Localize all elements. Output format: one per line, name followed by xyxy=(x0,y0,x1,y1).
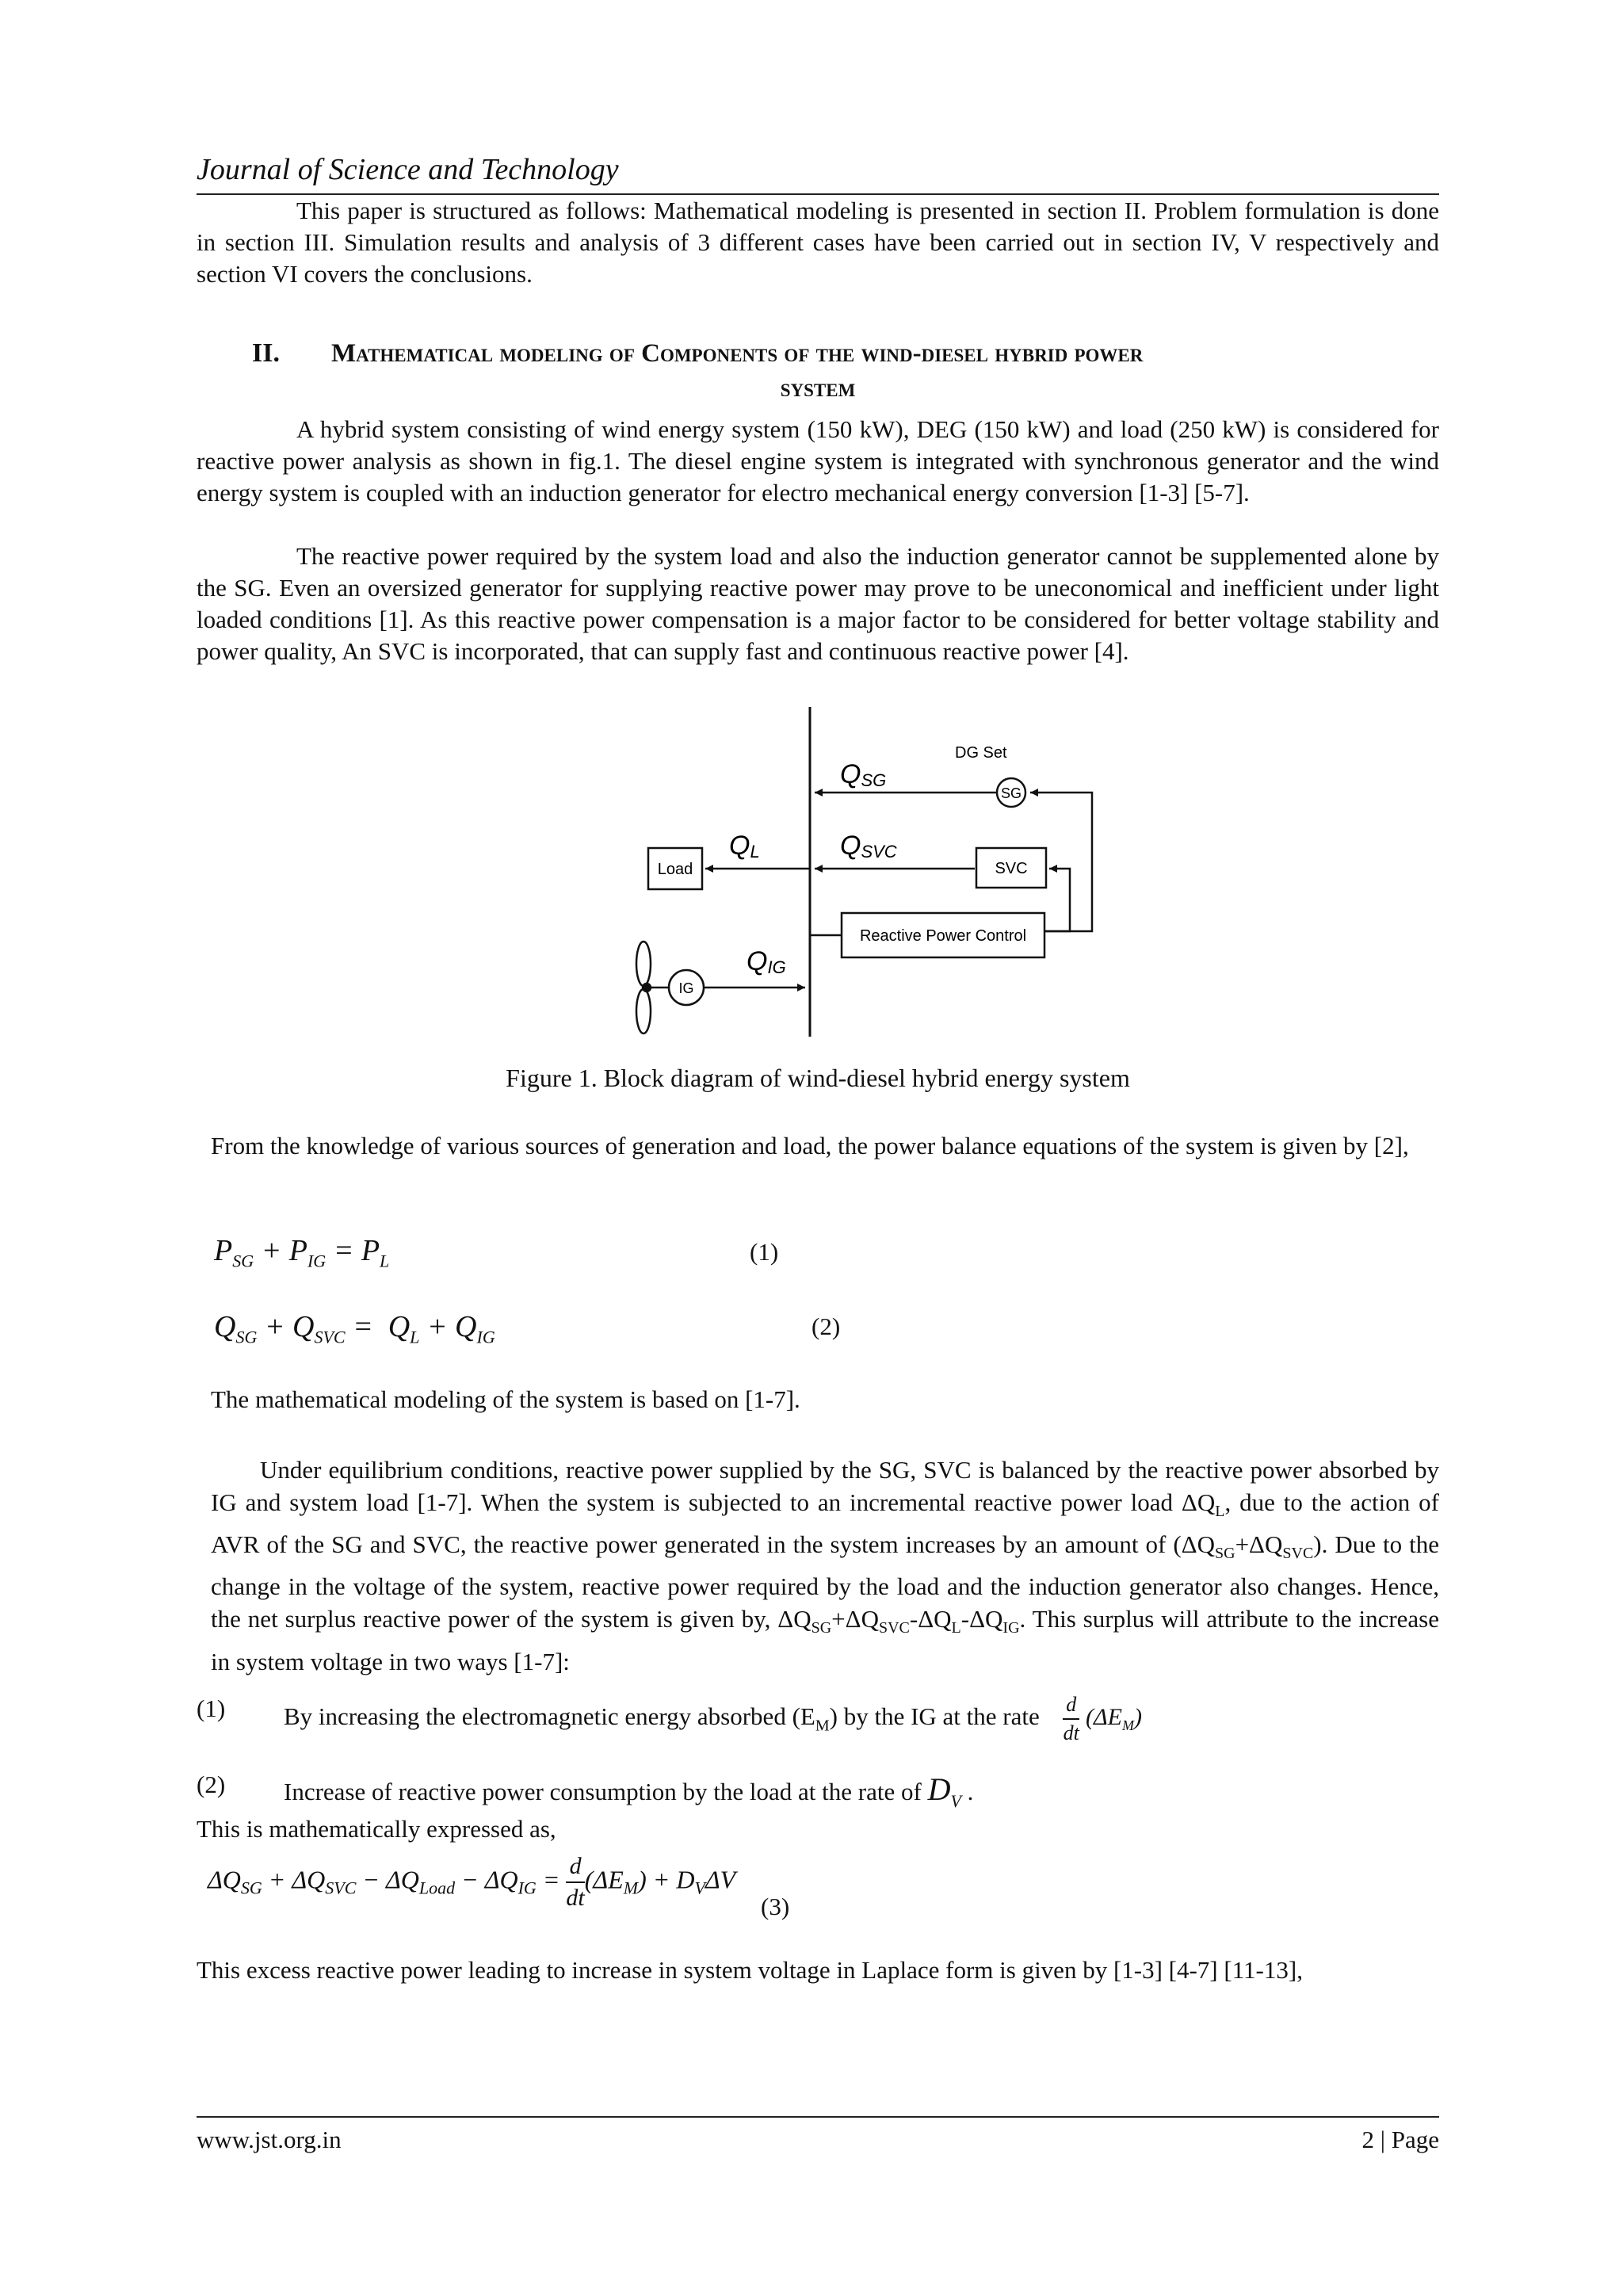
footer-rule xyxy=(197,2116,1439,2118)
equilibrium-paragraph: Under equilibrium conditions, reactive power supplied by the SG, SVC is balanced by the reactive power absorbed by IG and system load [1-7]. When the system is subjected to an incremental reactive power load $\Delta Q_L$, due to the action of AVR of the SG and SVC, the reactive power generated in the system increases by an amount of $(\Delta Q_{SG}+\Delta Q_{SVC})$. Due to the change in the voltage of the system, reactive power required by the load and the induction generator also changes. Hence, the net surplus reactive power of the system is given by, $\Delta Q_{SG}+\Delta Q_{SVC}-\Delta Q_L-\Delta Q_{IG}$. This surplus will attribute to the increase in system voltage in two ways [1-7]: xyxy=(211,1456,1440,1675)
equation-1: $P_{SG} + P_{IG} = P_L$ xyxy=(214,1234,390,1271)
balance-paragraph: From the knowledge of various sources of generation and load, the power balance equations of the system is given by [2], xyxy=(211,1132,1409,1159)
footer-website: www.jst.org.in xyxy=(197,2126,342,2153)
expressed-paragraph: This is mathematically expressed as, xyxy=(197,1815,556,1843)
footer-page-number: 2 | Page xyxy=(1361,2126,1439,2153)
section2-paragraph-2: The reactive power required by the system load and also the induction generator cannot be supplemented alone by the SG. Even an oversized generator for supplying reactive power may prove to be uneconomical and inefficient under light loaded conditions [1]. As this reactive power compensation is a major factor to be considered for better voltage stability and power quality, An SVC is incorporated, that can supply fast and continuous reactive power [4]. xyxy=(197,542,1439,665)
q-sg-label: QSG xyxy=(840,759,887,790)
equation-3: $\Delta Q_{SG} + \Delta Q_{SVC} - \Delta Q_{Load} - \Delta Q_{IG}$ = $\frac{d}{dt}$ $(\Delta E_M) + D_V\Delta V$ xyxy=(208,1853,736,1911)
reactive-power-control-label: Reactive Power Control xyxy=(859,927,1027,945)
section-number: II. xyxy=(252,338,280,368)
excess-paragraph: This excess reactive power leading to increase in system voltage in Laplace form is given by [1-3] [4-7] [11-13], xyxy=(197,1956,1303,1984)
section-heading xyxy=(197,336,1439,407)
intro-paragraph: This paper is structured as follows: Mathematical modeling is presented in section II. Problem formulation is done in section III. Simulation results and analysis of 3 different cases have been carried out in section IV, V respectively and section VI covers the conclusions. xyxy=(197,197,1439,288)
dg-set-label: DG Set xyxy=(955,744,1007,762)
d-dt-fraction: $\frac{d}{dt}$ xyxy=(1063,1693,1079,1744)
modeling-paragraph: The mathematical modeling of the system is based on [1-7]. xyxy=(211,1385,800,1413)
figure-1-block-diagram xyxy=(602,705,1109,1046)
q-l-label: QL xyxy=(729,831,760,861)
q-svc-label: QSVC xyxy=(840,831,897,861)
equation-2-number: (2) xyxy=(812,1312,841,1340)
svc-label: SVC xyxy=(995,860,1028,877)
wind-turbine-icon xyxy=(636,942,669,1033)
section-title-line1: Mathematical modeling of Components of the wind-diesel hybrid power xyxy=(331,339,1144,368)
running-title: Journal of Science and Technology xyxy=(197,153,619,186)
equation-2: $Q_{SG} + Q_{SVC} = Q_L + Q_{IG}$ xyxy=(214,1310,495,1347)
equation-1-number: (1) xyxy=(750,1238,779,1266)
section-title-line2: system xyxy=(780,374,856,403)
figure-1-caption: Figure 1. Block diagram of wind-diesel hybrid energy system xyxy=(506,1064,1130,1092)
svc-control-line xyxy=(1044,869,1070,931)
sg-label: SG xyxy=(1000,785,1022,801)
section2-paragraph-1: A hybrid system consisting of wind energy system (150 kW), DEG (150 kW) and load (250 kW) is considered for reactive power analysis as shown in fig.1. The diesel engine system is integrated with synchronous generator and the wind energy system is coupled with an induction generator for electro mechanical energy conversion [1-3] [5-7]. xyxy=(197,415,1439,506)
equation-3-number: (3) xyxy=(761,1893,790,1920)
q-ig-label: QIG xyxy=(747,946,786,977)
load-label: Load xyxy=(657,861,693,878)
ig-label: IG xyxy=(678,980,694,996)
